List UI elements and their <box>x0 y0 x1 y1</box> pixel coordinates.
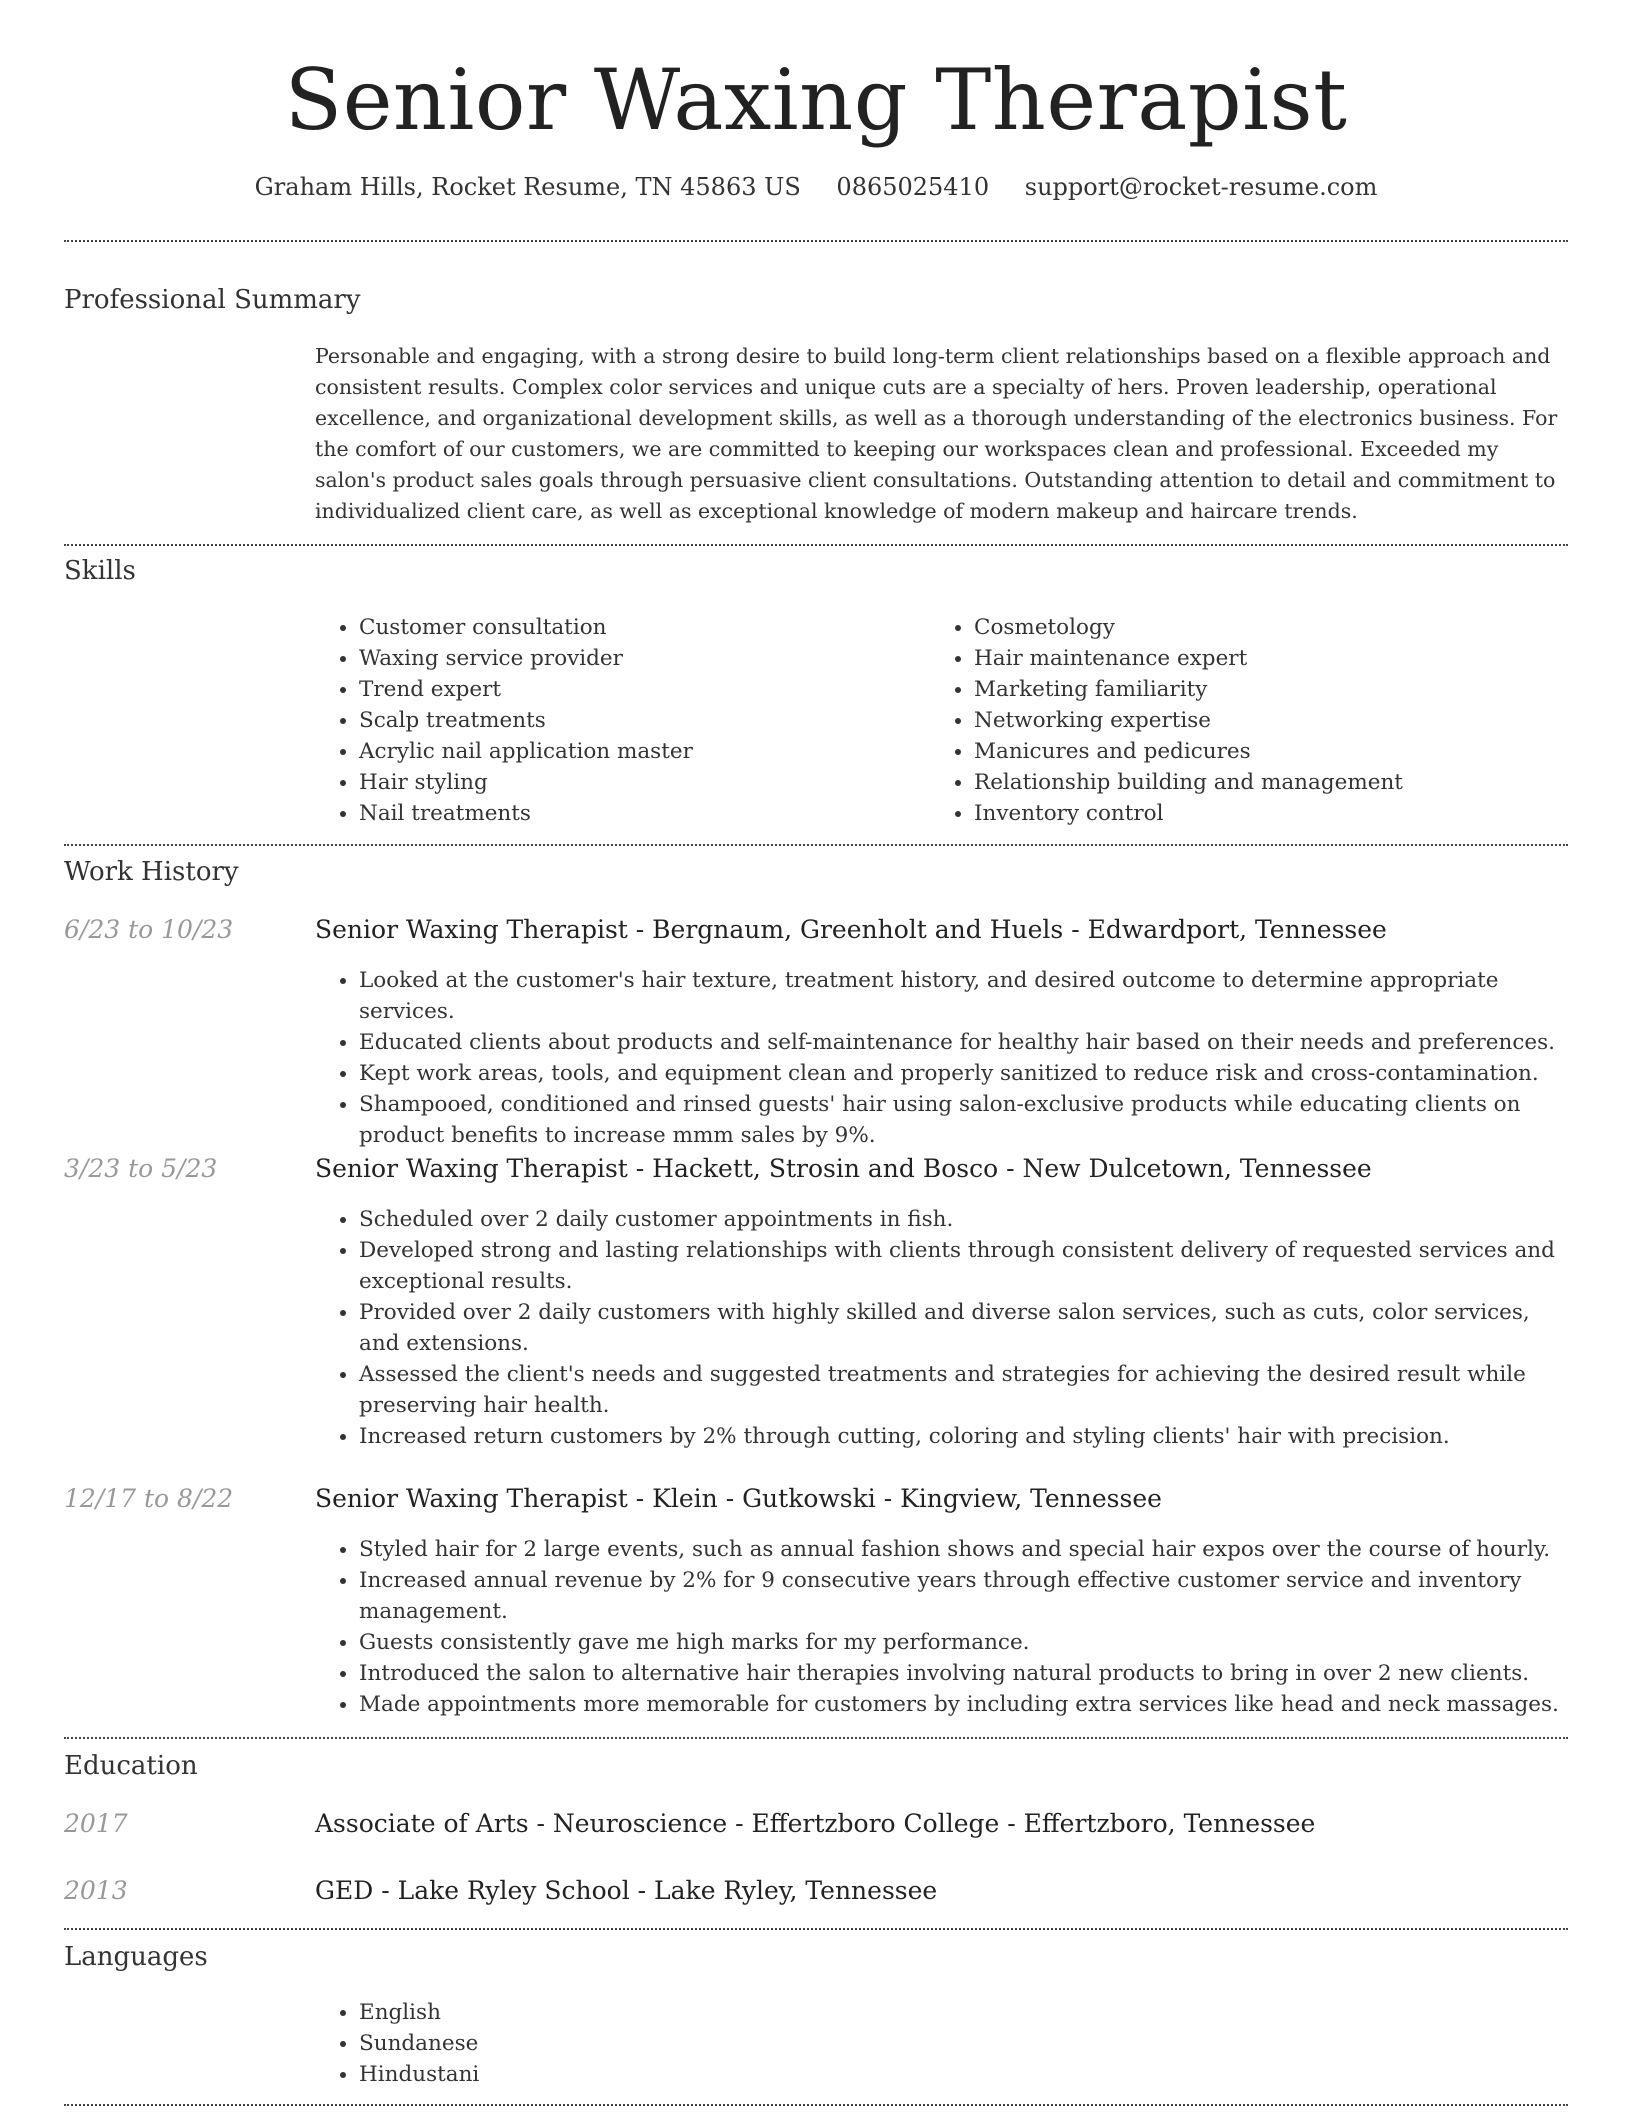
education-heading: Education <box>64 1751 198 1781</box>
job-dates: 12/17 to 8/22 <box>64 1484 234 1513</box>
skill-item: • Relationship building and management <box>974 767 1594 798</box>
resume-title: Senior Waxing Therapist <box>284 51 1348 149</box>
education-entry: GED - Lake Ryley School - Lake Ryley, Tennessee <box>315 1876 938 1905</box>
job-bullet: • Increased annual revenue by 2% for 9 consecutive years through effective customer service and inventory management. <box>359 1565 1570 1627</box>
skill-item: • Hair maintenance expert <box>974 643 1594 674</box>
contact-phone: 0865025410 <box>836 173 990 201</box>
skill-item: • Acrylic nail application master <box>359 736 919 767</box>
job-bullet: • Developed strong and lasting relationships with clients through consistent delivery of requested services and exceptional results. <box>359 1235 1570 1297</box>
job-bullet: • Styled hair for 2 large events, such as annual fashion shows and special hair expos over the course of hourly. <box>359 1534 1570 1565</box>
summary-text: Personable and engaging, with a strong desire to build long-term client relationships based on a flexible approach and consistent results. Complex color services and unique cuts are a specialty of hers. Proven leadership, operational excellence, and organizational development skills, as well as a thorough understanding of the electronics business. For the comfort of our customers, we are committed to keeping our workspaces clean and professional. Exceeded my salon's product sales goals through persuasive client consultations. Outstanding attention to detail and commitment to individualized client care, as well as exceptional knowledge of modern makeup and haircare trends. <box>315 344 1558 523</box>
language-item: • English <box>359 1997 959 2028</box>
contact-email: support@rocket-resume.com <box>1024 173 1378 201</box>
summary-heading: Professional Summary <box>64 285 361 315</box>
skill-item: • Nail treatments <box>359 798 919 829</box>
skill-item: • Waxing service provider <box>359 643 919 674</box>
job-dates: 6/23 to 10/23 <box>64 915 234 944</box>
skills-heading: Skills <box>64 556 136 586</box>
education-entry: Associate of Arts - Neuroscience - Effertzboro College - Effertzboro, Tennessee <box>315 1809 1316 1838</box>
divider <box>64 1928 1568 1930</box>
languages-list <box>315 1997 959 2090</box>
skill-item: • Trend expert <box>359 674 919 705</box>
divider <box>64 2104 1568 2106</box>
job-bullet: • Guests consistently gave me high marks for my performance. <box>359 1627 1570 1658</box>
job-dates: 3/23 to 5/23 <box>64 1154 218 1183</box>
skill-item: • Networking expertise <box>974 705 1594 736</box>
job-bullets <box>315 965 1570 1151</box>
job-bullet: • Assessed the client's needs and suggested treatments and strategies for achieving the desired result while preserving hair health. <box>359 1359 1570 1421</box>
job-bullet: • Looked at the customer's hair texture, treatment history, and desired outcome to determine appropriate services. <box>359 965 1570 1027</box>
job-bullets <box>315 1534 1570 1720</box>
skill-item: • Marketing familiarity <box>974 674 1594 705</box>
divider <box>64 1737 1568 1739</box>
language-item: • Sundanese <box>359 2028 959 2059</box>
skills-list-left <box>315 612 919 829</box>
contact-address: Graham Hills, Rocket Resume, TN 45863 US <box>254 173 801 201</box>
education-year: 2013 <box>64 1876 128 1905</box>
divider <box>64 844 1568 846</box>
skill-item: • Scalp treatments <box>359 705 919 736</box>
education-year: 2017 <box>64 1809 128 1838</box>
job-bullet: • Increased return customers by 2% through cutting, coloring and styling clients' hair with precision. <box>359 1421 1570 1452</box>
skill-item: • Cosmetology <box>974 612 1594 643</box>
skills-list-right <box>930 612 1594 829</box>
divider <box>64 240 1568 242</box>
language-item: • Hindustani <box>359 2059 959 2090</box>
job-bullet: • Provided over 2 daily customers with highly skilled and diverse salon services, such as cuts, color services, and extensions. <box>359 1297 1570 1359</box>
skill-item: • Hair styling <box>359 767 919 798</box>
skill-item: • Inventory control <box>974 798 1594 829</box>
job-title: Senior Waxing Therapist - Bergnaum, Greenholt and Huels - Edwardport, Tennessee <box>315 915 1387 944</box>
job-bullet: • Shampooed, conditioned and rinsed guests' hair using salon-exclusive products while educating clients on product benefits to increase mmm sales by 9%. <box>359 1089 1570 1151</box>
job-bullet: • Educated clients about products and self-maintenance for healthy hair based on their needs and preferences. <box>359 1027 1570 1058</box>
languages-heading: Languages <box>64 1942 208 1972</box>
job-bullet: • Made appointments more memorable for customers by including extra services like head and neck massages. <box>359 1689 1570 1720</box>
job-title: Senior Waxing Therapist - Klein - Gutkowski - Kingview, Tennessee <box>315 1484 1162 1513</box>
contact-line <box>0 170 1632 204</box>
job-bullet: • Scheduled over 2 daily customer appointments in fish. <box>359 1204 1570 1235</box>
job-bullet: • Introduced the salon to alternative hair therapies involving natural products to bring in over 2 new clients. <box>359 1658 1570 1689</box>
divider <box>64 544 1568 546</box>
work-heading: Work History <box>64 857 239 887</box>
job-title: Senior Waxing Therapist - Hackett, Strosin and Bosco - New Dulcetown, Tennessee <box>315 1154 1372 1183</box>
job-bullets <box>315 1204 1570 1452</box>
job-bullet: • Kept work areas, tools, and equipment clean and properly sanitized to reduce risk and cross-contamination. <box>359 1058 1570 1089</box>
skill-item: • Customer consultation <box>359 612 919 643</box>
skill-item: • Manicures and pedicures <box>974 736 1594 767</box>
